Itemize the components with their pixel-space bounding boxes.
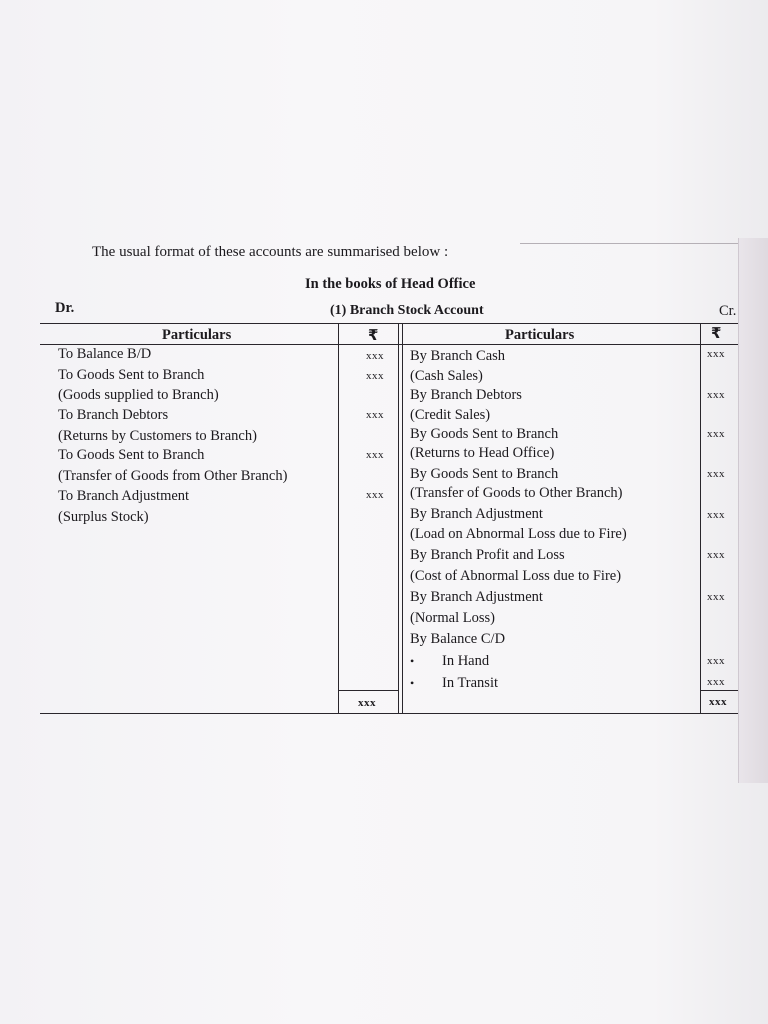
credit-subline: In Hand xyxy=(442,653,490,669)
credit-line: (Transfer of Goods to Other Branch) xyxy=(410,485,623,501)
credit-amount: xxx xyxy=(707,549,725,561)
credit-line: By Goods Sent to Branch xyxy=(410,426,559,442)
bullet-icon: • xyxy=(410,654,415,668)
header-particulars-left: Particulars xyxy=(162,327,232,343)
credit-amount: xxx xyxy=(707,509,725,521)
debit-amount: xxx xyxy=(366,350,384,362)
debit-amount: xxx xyxy=(366,409,384,421)
debit-line: (Transfer of Goods from Other Branch) xyxy=(58,468,288,484)
credit-line: By Branch Debtors xyxy=(410,387,522,403)
left-total-top-rule xyxy=(338,690,399,691)
credit-amount: xxx xyxy=(707,348,725,360)
account-title: (1) Branch Stock Account xyxy=(330,303,484,318)
credit-line: (Credit Sales) xyxy=(410,407,491,423)
intro-text: The usual format of these accounts are summarised below : xyxy=(92,244,449,260)
credit-amount: xxx xyxy=(707,468,725,480)
dr-label: Dr. xyxy=(55,300,75,316)
table-top-rule xyxy=(40,323,738,324)
credit-line: (Returns to Head Office) xyxy=(410,445,555,461)
right-total: xxx xyxy=(709,696,727,708)
credit-line: (Cash Sales) xyxy=(410,368,483,384)
debit-line: To Balance B/D xyxy=(58,346,152,362)
debit-amount: xxx xyxy=(366,449,384,461)
debit-line: To Branch Adjustment xyxy=(58,488,190,504)
credit-line: (Load on Abnormal Loss due to Fire) xyxy=(410,526,627,542)
credit-line: By Branch Adjustment xyxy=(410,589,543,605)
credit-line: By Branch Profit and Loss xyxy=(410,547,565,563)
credit-line: By Balance C/D xyxy=(410,631,506,647)
cr-label: Cr. xyxy=(719,303,737,319)
table-bottom-rule xyxy=(40,713,738,714)
credit-line: (Normal Loss) xyxy=(410,610,495,626)
left-amount-divider xyxy=(338,324,339,714)
credit-line: By Goods Sent to Branch xyxy=(410,466,559,482)
debit-amount: xxx xyxy=(366,489,384,501)
credit-line: By Branch Adjustment xyxy=(410,506,543,522)
credit-subline: In Transit xyxy=(442,675,499,691)
credit-amount: xxx xyxy=(707,591,725,603)
credit-amount: xxx xyxy=(707,389,725,401)
center-divider-a xyxy=(398,324,399,714)
bullet-icon: • xyxy=(410,676,415,690)
debit-line: (Surplus Stock) xyxy=(58,509,149,525)
credit-amount: xxx xyxy=(707,676,725,688)
right-total-top-rule xyxy=(700,690,738,691)
books-heading: In the books of Head Office xyxy=(305,276,476,292)
credit-line: By Branch Cash xyxy=(410,348,506,364)
debit-line: To Branch Debtors xyxy=(58,407,169,423)
debit-line: To Goods Sent to Branch xyxy=(58,367,205,383)
debit-line: (Returns by Customers to Branch) xyxy=(58,428,257,444)
center-divider-b xyxy=(402,324,403,714)
left-total: xxx xyxy=(358,697,376,709)
header-amount-left: ₹ xyxy=(368,326,379,344)
credit-amount: xxx xyxy=(707,428,725,440)
right-amount-divider xyxy=(700,324,701,714)
credit-amount: xxx xyxy=(707,655,725,667)
adjacent-page-edge xyxy=(738,238,768,783)
header-particulars-right: Particulars xyxy=(505,327,575,343)
debit-line: (Goods supplied to Branch) xyxy=(58,387,219,403)
debit-amount: xxx xyxy=(366,370,384,382)
top-rule xyxy=(520,243,738,244)
debit-line: To Goods Sent to Branch xyxy=(58,447,205,463)
credit-line: (Cost of Abnormal Loss due to Fire) xyxy=(410,568,622,584)
header-amount-right: ₹ xyxy=(711,324,722,342)
